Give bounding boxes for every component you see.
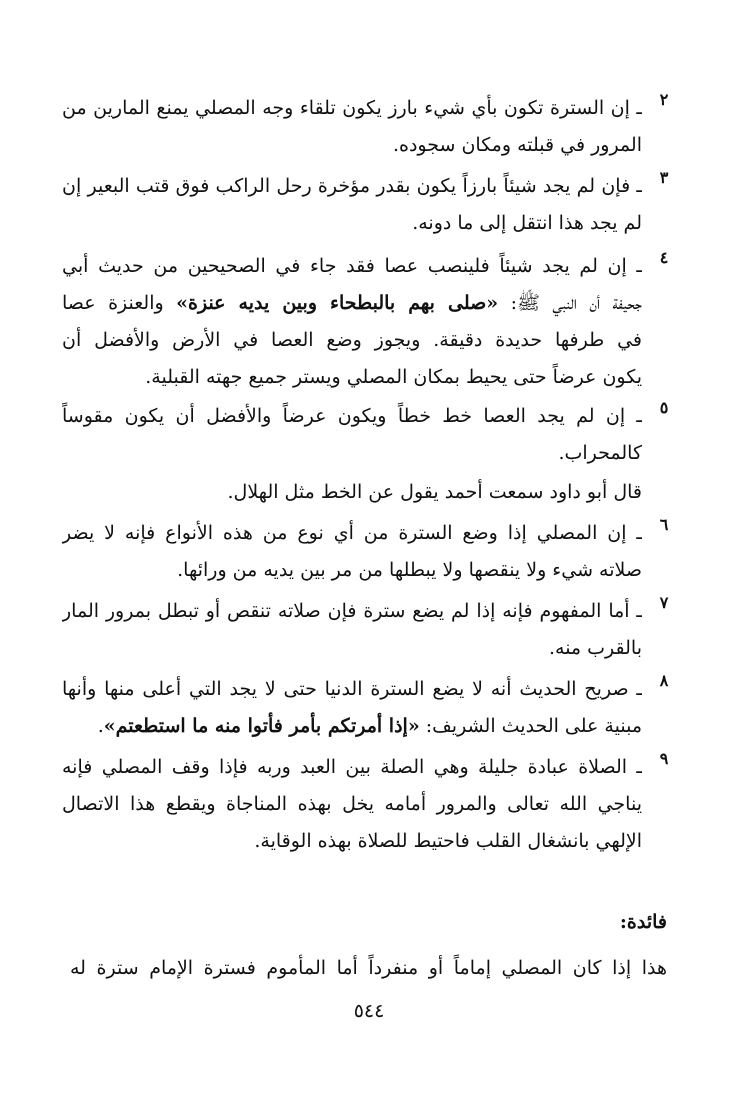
hadith-quote: «صلى بهم بالبطحاء وبين يديه عنزة» [176, 292, 499, 314]
page-number: ٥٤٤ [353, 1000, 385, 1022]
item-number: ٤ [659, 248, 669, 267]
item-line: الإلهي بانشغال القلب فاحتيط للصلاة بهذه الوقاية. [254, 830, 642, 852]
item-line: يناجي الله تعالى والمرور أمامه يخل بهذه المناجاة ويقطع هذا الاتصال [62, 793, 642, 815]
item-number: ٢ [659, 90, 669, 109]
item-line: ـ الصلاة عبادة جليلة وهي الصلة بين العبد وربه فإذا وقف المصلي فإنه [62, 756, 642, 778]
item-line: ـ إن المصلي إذا وضع السترة من أي نوع من هذه الأنواع فإنه لا يضر [62, 522, 642, 544]
item-line: بالقرب منه. [548, 637, 642, 659]
item-note: قال أبو داود سمعت أحمد يقول عن الخط مثل الهلال. [227, 481, 642, 503]
item-number: ٥ [659, 398, 669, 417]
item-number: ٨ [659, 671, 669, 690]
item-line: لم يجد هذا انتقل إلى ما دونه. [412, 212, 642, 234]
item-number: ٣ [659, 168, 669, 187]
item-line: يكون عرضاً حتى يحيط بمكان المصلي ويستر جميع جهته القبلية. [145, 366, 642, 388]
hadith-quote: «إذا أمرتكم بأمر فأتوا منه ما استطعتم» [103, 715, 420, 737]
footer-paragraph: هذا إذا كان المصلي إماماً أو منفرداً أما المأموم فسترة الإمام سترة له [70, 957, 667, 979]
item-line [62, 708, 642, 744]
item-line: صلاته شيء ولا ينقصها ولا يبطلها من مر بين يديه من ورائها. [177, 559, 642, 581]
item-number: ٩ [659, 749, 669, 768]
item-line: ـ إن السترة تكون بأي شيء بارز يكون تلقاء وجه المصلي يمنع المارين من [62, 97, 642, 119]
item-line [62, 285, 642, 321]
item-line: ـ إن لم يجد شيئاً فلينصب عصا فقد جاء في الصحيحين من حديث أبي [62, 255, 642, 277]
item-line: ـ إن لم يجد العصا خط خطاً ويكون عرضاً والأفضل أن يكون مقوساً [62, 405, 642, 427]
item-number: ٧ [659, 593, 669, 612]
item-line: ـ فإن لم يجد شيئاً بارزاً يكون بقدر مؤخرة رحل الراكب فوق قتب البعير إن [62, 175, 642, 197]
item-line-text: . [97, 715, 104, 737]
item-line-text: مبنية على الحديث الشريف: [419, 715, 642, 737]
item-line-text: جحيفة أن النبي ﷺ: [498, 292, 642, 314]
item-line: في طرفها حديدة دقيقة. ويجوز وضع العصا في الأرض والأفضل أن [62, 329, 642, 351]
item-line: ـ أما المفهوم فإنه إذا لم يضع سترة فإن صلاته تنقص أو تبطل بمرور المار [62, 600, 642, 622]
item-number: ٦ [659, 515, 669, 534]
section-heading: فائدة: [619, 911, 667, 933]
item-line: ـ صريح الحديث أنه لا يضع السترة الدنيا حتى لا يجد التي أعلى منها وأنها [62, 678, 642, 700]
item-line: المرور في قبلته ومكان سجوده. [392, 134, 642, 156]
item-line: كالمحراب. [558, 442, 642, 464]
item-line-text: والعنزة عصا [62, 292, 177, 314]
